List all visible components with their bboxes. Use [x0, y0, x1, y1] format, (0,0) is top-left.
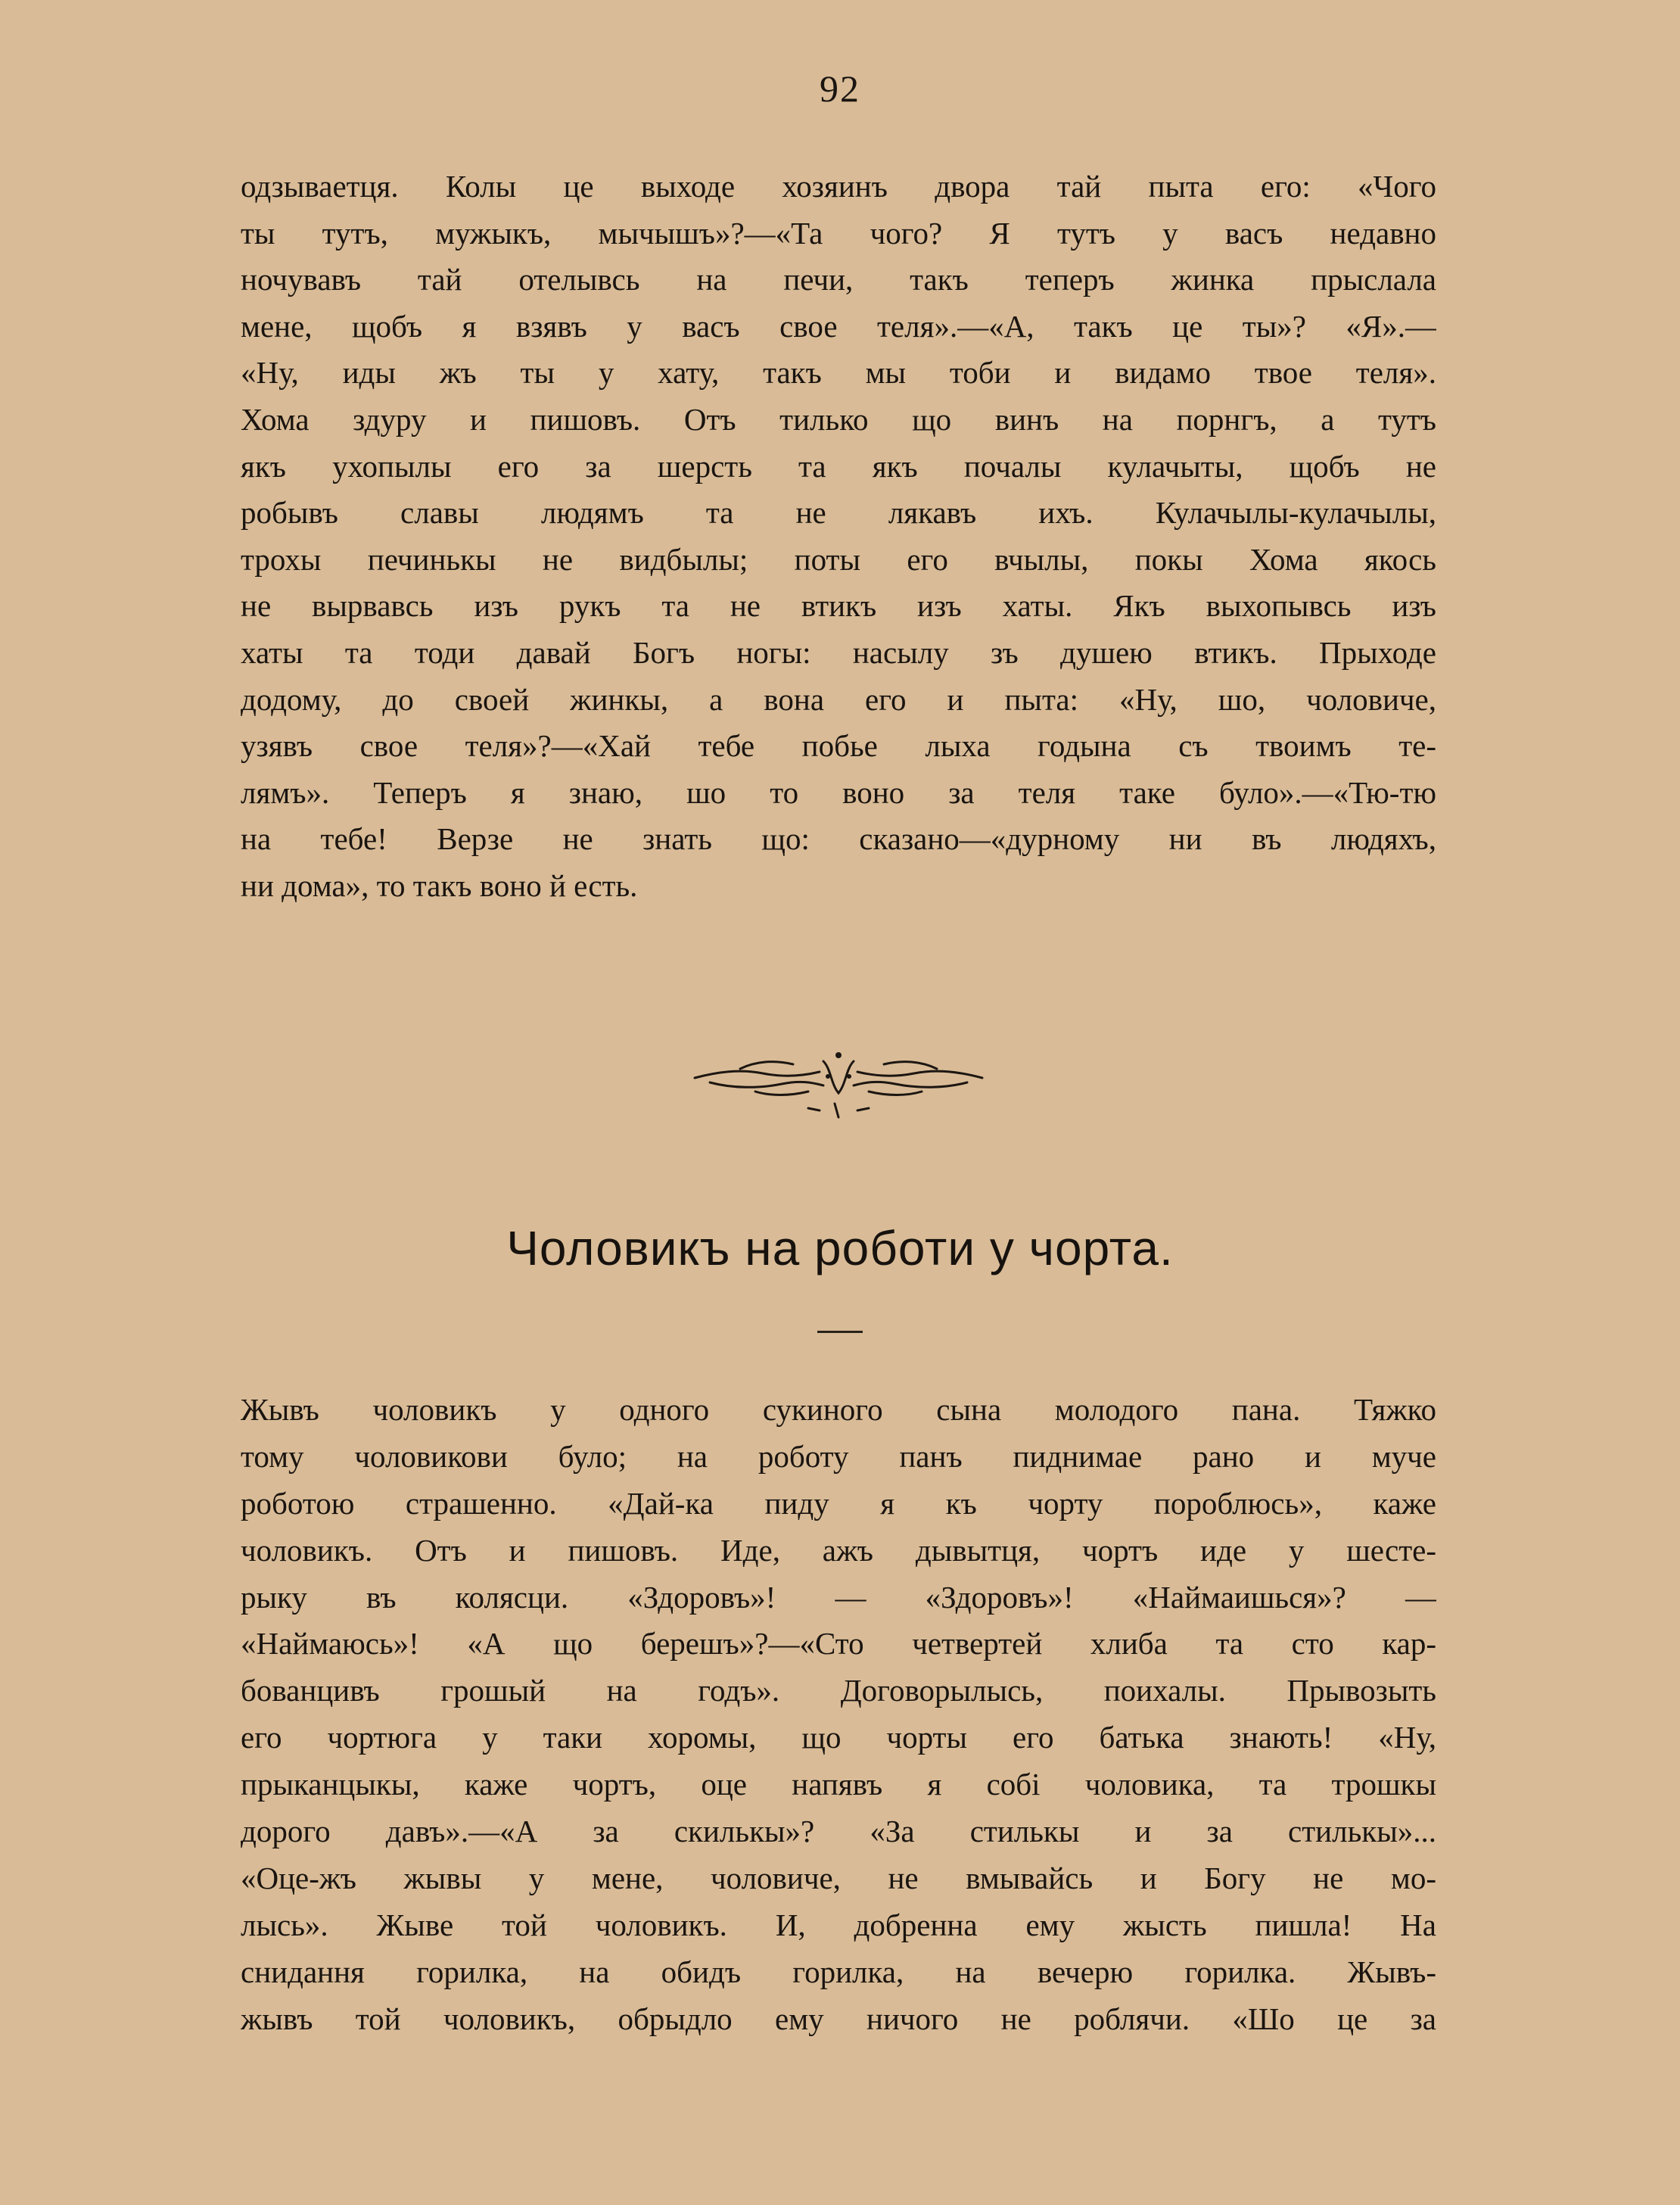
title-rule [817, 1331, 863, 1333]
text-line: робывъ славы людямъ та не лякавъ ихъ. Кулачылы-кулачылы, [241, 495, 1436, 531]
text-line: якъ ухопылы его за шерсть та якъ почалы кулачыты, щобъ не [241, 448, 1436, 484]
text-line: Хома здуру и пишовъ. Отъ тилько що винъ на порнгъ, а тутъ [241, 401, 1436, 437]
text-line: мене, щобъ я взявъ у васъ свое теля».—«А, такъ це ты»? «Я».— [241, 308, 1436, 344]
text-line: на тебе! Верзе не знать що: сказано—«дурному ни въ людяхъ, [241, 821, 1436, 857]
text-line: лысь». Жыве той чоловикъ. И, добренна ему жысть пишла! На [241, 1907, 1436, 1942]
text-line: ты тутъ, мужыкъ, мычышъ»?—«Та чого? Я тутъ у васъ недавно [241, 215, 1436, 251]
text-line: «Ну, иды жъ ты у хату, такъ мы тоби и видамо твое теля». [241, 355, 1436, 391]
text-line: роботою страшенно. «Дай-ка пиду я къ чорту пороблюсь», каже [241, 1485, 1436, 1521]
section-title: Чоловикъ на роботи у чорта. [506, 1221, 1174, 1275]
text-line: одзываетця. Колы це выходе хозяинъ двора тай пыта его: «Чого [241, 169, 1436, 204]
text-line: ни дома», то такъ воно й есть. [241, 867, 638, 903]
text-line: жывъ той чоловикъ, обрыдло ему ничого не роблячи. «Шо це за [241, 2001, 1436, 2036]
text-line: Жывъ чоловикъ у одного сукиного сына молодого пана. Тяжко [241, 1392, 1436, 1427]
text-line: снидання горилка, на обидъ горилка, на вечерю горилка. Жывъ- [241, 1954, 1436, 1989]
text-line: дорого давъ».—«А за скилькы»? «За стилькы и за стилькы»... [241, 1814, 1436, 1849]
text-line: бованцивъ грошый на годъ». Договорылысь, поихалы. Прывозыть [241, 1673, 1436, 1708]
text-line: узявъ свое теля»?—«Хай тебе побье лыха годына съ твоимъ те- [241, 728, 1436, 764]
text-line: прыканцыкы, каже чортъ, оце напявъ я собі чоловика, та трошкы [241, 1767, 1436, 1802]
text-line: лямъ». Теперъ я знаю, шо то воно за теля таке було».—«Тю-тю [241, 774, 1436, 810]
text-line: его чортюга у таки хоромы, що чорты его батька знають! «Ну, [241, 1720, 1436, 1755]
text-line: «Оце-жъ жывы у мене, чоловиче, не вмывайсь и Богу не мо- [241, 1860, 1436, 1895]
text-line: тому чоловикови було; на роботу панъ пиднимае рано и муче [241, 1438, 1436, 1474]
text-line: не вырвавсь изъ рукъ та не втикъ изъ хаты. Якъ выхопывсь изъ [241, 588, 1436, 624]
text-line: рыку въ колясци. «Здоровъ»! — «Здоровъ»! «Наймаишься»? — [241, 1579, 1436, 1615]
text-line: трохы печинькы не видбылы; поты его вчылы, покы Хома якось [241, 541, 1436, 577]
text-line: додому, до своей жинкы, а вона его и пыта: «Ну, шо, чоловиче, [241, 681, 1436, 717]
text-line: хаты та тоди давай Богъ ногы: насылу зъ душею втикъ. Прыходе [241, 634, 1436, 670]
paragraph-two [241, 1387, 1436, 2042]
ornamental-divider-icon [687, 1039, 990, 1122]
text-line: чоловикъ. Отъ и пишовъ. Иде, ажъ дывытця, чортъ иде у шесте- [241, 1532, 1436, 1568]
text-line: «Наймаюсь»! «А що берешъ»?—«Сто четвертей хлиба та сто кар- [241, 1626, 1436, 1662]
text-line: ночувавъ тай отелывсь на печи, такъ теперъ жинка прыслала [241, 262, 1436, 297]
page-number: 92 [820, 67, 860, 110]
paragraph-one [241, 164, 1436, 910]
